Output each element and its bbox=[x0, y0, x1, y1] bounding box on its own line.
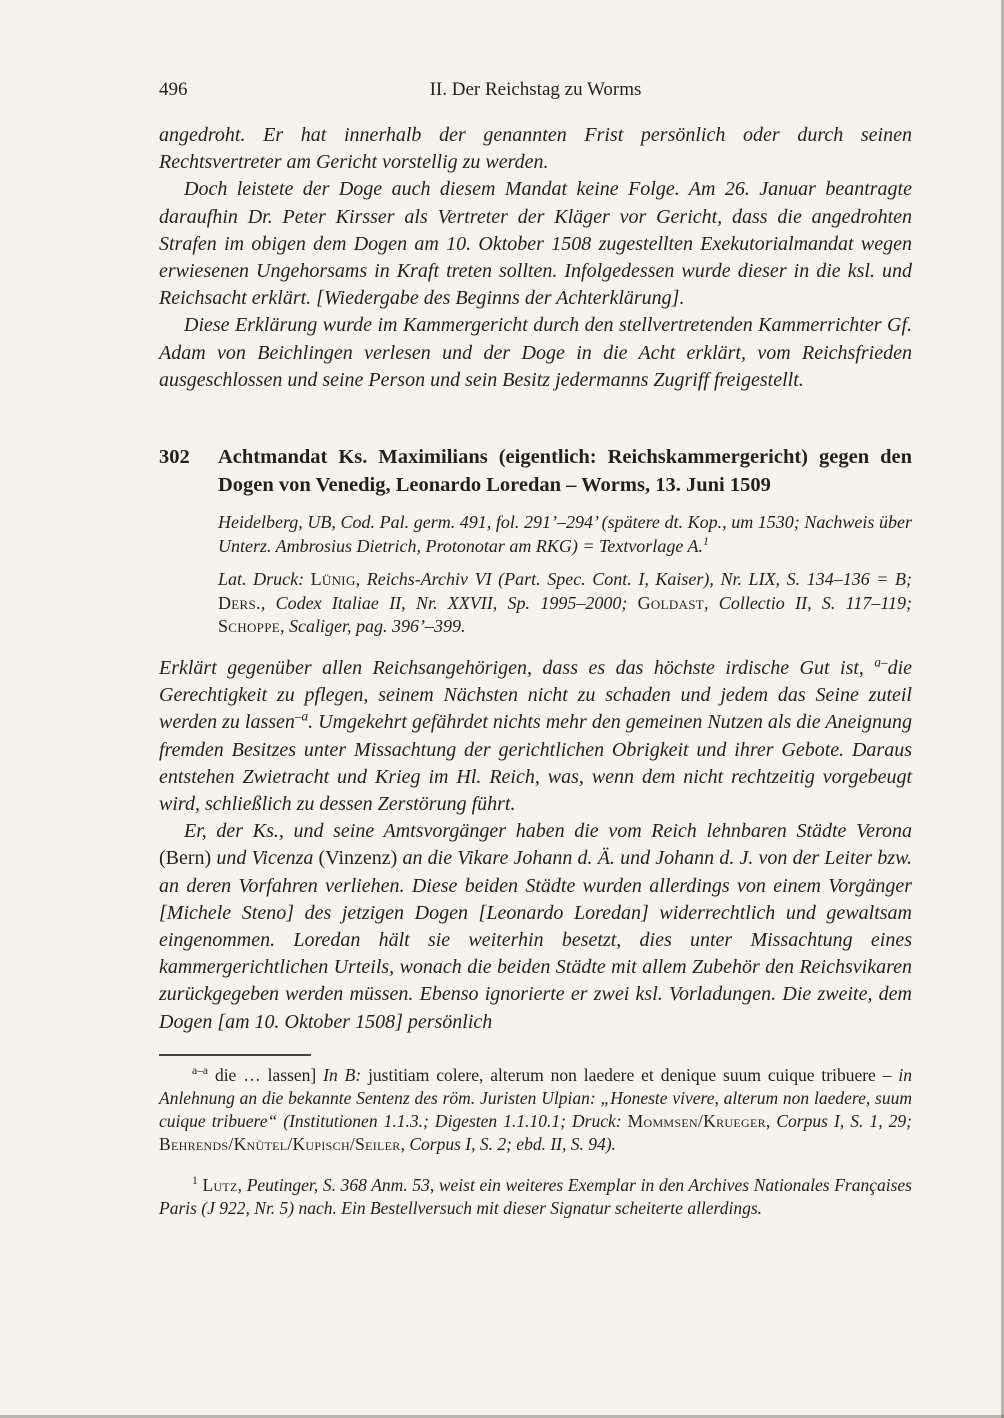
paragraph bbox=[159, 176, 912, 312]
text-segment: Lünig bbox=[310, 569, 356, 590]
text-segment: und Vicenza bbox=[211, 847, 319, 870]
text-segment: in Anlehnung an die bekannte Sentenz des röm. Juristen Ulpian: „Honeste vivere, alterum non laedere, suum cuique tribuere“ (Institutionen 1.1.3.; Digesten 1.1.10.1; Druck: bbox=[159, 1064, 912, 1132]
text-segment: die Gerechtigkeit zu pflegen, seinem Nächsten nicht zu schaden und jedem das Seine zuteil werden zu lassen bbox=[159, 657, 912, 734]
footnote-rule bbox=[159, 1054, 311, 1056]
summary-paragraph bbox=[159, 818, 912, 1036]
paragraph bbox=[159, 312, 912, 394]
text-segment: Doch leistete der Doge auch diesem Mandat keine Folge. Am 26. Januar beantragte daraufhin Dr. Peter Kirsser als Vertreter der Kläger vor Gericht, dass die angedrohten Strafen im obigen dem Dogen am 10. Oktober 1508 zugestellten Exekutorialmandat wegen erwiesenen Ungehorsams in Kraft treten sollten. Infolgedessen wurde dieser in die ksl. und Reichsacht erklärt. [Wiedergabe des Beginns der Achterklärung]. bbox=[159, 178, 912, 310]
text-segment: –a bbox=[294, 708, 309, 724]
text-segment: Mommsen/Krueger bbox=[627, 1111, 766, 1132]
page-number: 496 bbox=[159, 79, 188, 100]
entry-number: 302 bbox=[159, 446, 190, 469]
text-segment: Ders. bbox=[218, 592, 261, 613]
text-segment: , Reichs-Archiv VI (Part. Spec. Cont. I, Kaiser), Nr. LIX, S. 134–136 = B; bbox=[355, 569, 912, 590]
text-segment: In B: bbox=[323, 1064, 362, 1085]
summary-paragraph bbox=[159, 655, 912, 818]
text-segment: (Vinzenz) bbox=[318, 847, 398, 870]
text-segment: Heidelberg, UB, Cod. Pal. germ. 491, fol. 291’–294’ (spätere dt. Kop., um 1530; Nachweis über Unterz. Ambrosius Dietrich, Protonotar am RKG) = Textvorlage A. bbox=[218, 512, 912, 556]
source-note bbox=[159, 511, 912, 558]
print-note bbox=[159, 568, 912, 639]
text-segment: Schoppe bbox=[218, 616, 280, 637]
text-segment: justitiam colere, alterum non laedere et denique suum cuique tribuere – bbox=[361, 1064, 899, 1085]
text-body bbox=[159, 122, 912, 1220]
text-segment: a– bbox=[874, 654, 888, 670]
paragraph-continuation bbox=[159, 122, 912, 176]
text-segment: a–a bbox=[192, 1065, 209, 1078]
text-segment: (Bern) bbox=[159, 847, 212, 870]
text-segment: , Corpus I, S. 1, 29; bbox=[765, 1111, 912, 1132]
page-header bbox=[159, 78, 912, 101]
text-segment: Achtmandat Ks. Maximilians (eigentlich: Reichskammergericht) gegen den Dogen von Venedig, Leonardo Loredan – Worms, 13. Juni 1509 bbox=[218, 446, 912, 496]
text-segment: 1 bbox=[192, 1174, 198, 1187]
text-segment: Behrends/Knütel/Kupisch/Seiler bbox=[159, 1134, 401, 1155]
text-segment: , Codex Italiae II, Nr. XXVII, Sp. 1995–2000; bbox=[260, 592, 638, 613]
text-segment: angedroht. Er hat innerhalb der genannten Frist persönlich oder durch seinen Rechtsvertreter am Gericht vorstellig zu werden. bbox=[159, 124, 912, 174]
text-segment: Lutz bbox=[202, 1174, 238, 1195]
footnote-1 bbox=[159, 1174, 912, 1220]
text-segment: , Collectio II, S. 117–119; bbox=[704, 592, 912, 613]
text-segment: Er, der Ks., und seine Amtsvorgänger haben die vom Reich lehnbaren Städte Verona bbox=[184, 820, 912, 843]
text-segment: , Corpus I, S. 2; ebd. II, S. 94). bbox=[400, 1134, 616, 1155]
text-segment: Diese Erklärung wurde im Kammergericht durch den stellvertretenden Kammerrichter Gf. Adam von Beichlingen verlesen und der Doge in die Acht erklärt, vom Reichsfrieden ausgeschlossen und seine Person und sein Besitz jedermanns Zugriff freigestellt. bbox=[159, 314, 912, 391]
text-column bbox=[159, 78, 912, 1220]
running-head: II. Der Reichstag zu Worms bbox=[429, 79, 642, 100]
text-segment: Goldast bbox=[637, 592, 705, 613]
text-segment: die … lassen] bbox=[208, 1064, 324, 1085]
entry-heading bbox=[159, 444, 912, 499]
text-segment: , Scaliger, pag. 396’–399. bbox=[279, 616, 466, 637]
text-segment: Lat. Druck: bbox=[218, 569, 311, 590]
text-segment: an die Vikare Johann d. Ä. und Johann d. J. von der Leiter bzw. an deren Vorfahren verliehen. Diese beiden Städte wurden allerdings von einem Vorgänger [Michele Steno] des jetzigen Dogen [Leonardo Loredan] widerrechtlich und gewaltsam eingenommen. Loredan hält sie weiterhin besetzt, dies unter Missachtung eines kammergerichtlichen Urteils, wonach die beiden Städte mit allem Zubehör den Reichsvikaren zurückgegeben werden müssen. Ebenso ignorierte er zwei ksl. Vorladungen. Die zweite, dem Dogen [am 10. Oktober 1508] persönlich bbox=[159, 847, 912, 1033]
text-segment: Erklärt gegenüber allen Reichsangehörigen, dass es das höchste irdische Gut ist, bbox=[159, 657, 875, 679]
footnote-a bbox=[159, 1064, 912, 1157]
text-segment: . Umgekehrt gefährdet nichts mehr den gemeinen Nutzen als die Aneignung fremden Besitzes unter Missachtung der gerichtlichen Obrigkeit und ihrer Gebote. Daraus entstehen Zwietracht und Krieg im Hl. Reich, was, wenn dem nicht rechtzeitig vorgebeugt wird, schließlich zu dessen Zerstörung führt. bbox=[159, 711, 912, 816]
text-segment: 1 bbox=[702, 533, 709, 548]
text-segment: , Peutinger, S. 368 Anm. 53, weist ein weiteres Exemplar in den Archives Nationales Françaises Paris (J 922, Nr. 5) nach. Ein Bestellversuch mit dieser Signatur scheiterte allerdings. bbox=[159, 1174, 912, 1218]
